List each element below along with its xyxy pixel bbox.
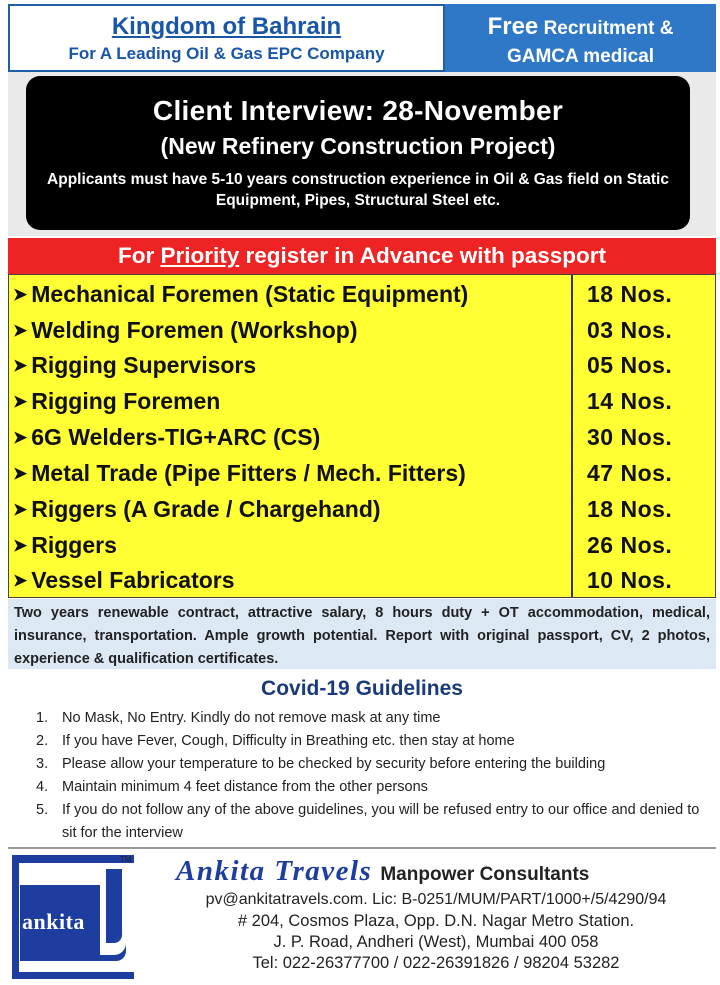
job-count: 30 Nos.	[587, 424, 673, 450]
priority-after: register in Advance with passport	[245, 243, 607, 268]
project-name: (New Refinery Construction Project)	[160, 133, 556, 159]
gamca-line: GAMCA medical	[506, 46, 655, 67]
list-item: 5. If you do not follow any of the above guidelines, you will be refused entry to our office and denied to sit for the interview	[36, 802, 700, 841]
company-name: Ankita Travels	[176, 855, 373, 887]
logo-text: ankita	[22, 909, 85, 934]
arrow-bullet-icon: ➤	[13, 464, 28, 483]
header-title: Kingdom of Bahrain	[111, 13, 342, 40]
logo-bar-inner	[106, 869, 122, 943]
logo-top-bar	[12, 855, 134, 863]
job-count: 10 Nos.	[587, 567, 673, 593]
contact-address-1: # 204, Cosmos Plaza, Opp. D.N. Nagar Metro Station.	[237, 912, 635, 930]
free-rest: Recruitment &	[543, 18, 674, 39]
job-row	[9, 276, 715, 312]
arrow-bullet-icon: ➤	[13, 500, 28, 519]
footer	[8, 847, 716, 983]
company-tag: Manpower Consultants	[380, 864, 590, 885]
job-count: 14 Nos.	[587, 388, 673, 414]
free-recruitment-line	[488, 12, 674, 44]
job-row	[9, 383, 715, 419]
job-row	[9, 527, 715, 563]
job-count: 05 Nos.	[587, 352, 673, 378]
jobs-table	[8, 274, 716, 598]
job-title: ➤ Welding Foremen (Workshop)	[13, 317, 358, 343]
priority-underlined: Priority	[160, 243, 240, 268]
job-title: ➤ Rigging Supervisors	[13, 352, 257, 378]
list-item: 2. If you have Fever, Cough, Difficulty in Breathing etc. then stay at home	[36, 733, 515, 749]
arrow-bullet-icon: ➤	[13, 428, 28, 447]
list-item: 4. Maintain minimum 4 feet distance from the other persons	[36, 779, 428, 795]
interview-box	[26, 76, 690, 230]
job-title: ➤ Riggers	[13, 532, 117, 558]
covid-title: Covid-19 Guidelines	[261, 677, 463, 700]
arrow-bullet-icon: ➤	[13, 536, 28, 555]
job-row	[9, 419, 715, 455]
job-count: 47 Nos.	[587, 460, 673, 486]
covid-section	[8, 669, 716, 845]
job-count: 03 Nos.	[587, 317, 673, 343]
job-count: 18 Nos.	[587, 281, 673, 307]
arrow-bullet-icon: ➤	[13, 285, 28, 304]
ankita-logo	[12, 855, 142, 979]
header-subtitle: For A Leading Oil & Gas EPC Company	[68, 44, 385, 63]
arrow-bullet-icon: ➤	[13, 321, 28, 340]
job-title: ➤ Vessel Fabricators	[13, 567, 235, 593]
header-free-box	[445, 4, 716, 72]
job-count: 18 Nos.	[587, 496, 673, 522]
contact-email-license: pv@ankitatravels.com. Lic: B-0251/MUM/PART/1000+/5/4290/94	[205, 891, 667, 908]
interview-title: Client Interview: 28-November	[152, 95, 564, 126]
job-title: ➤ Riggers (A Grade / Chargehand)	[13, 496, 381, 522]
job-title: ➤ Rigging Foremen	[13, 388, 221, 414]
job-row	[9, 312, 715, 348]
job-row	[9, 347, 715, 383]
logo-trademark: TM	[120, 855, 132, 864]
job-title: ➤ 6G Welders-TIG+ARC (CS)	[13, 424, 321, 450]
requirement-text: Applicants must have 5-10 years construction experience in Oil & Gas field on Static Equipment, Pipes, Structural Steel etc.	[47, 171, 669, 209]
covid-list	[36, 707, 712, 845]
header-location-box	[8, 4, 445, 72]
priority-bar	[8, 238, 716, 274]
job-row	[9, 455, 715, 491]
job-title: ➤ Mechanical Foremen (Static Equipment)	[13, 281, 469, 307]
terms-text: Two years renewable contract, attractive salary, 8 hours duty + OT accommodation, medical, insurance, transportation. Ample growth potential. Report with original passport, CV, 2 photos, experience & qualification certificates.	[8, 599, 716, 669]
job-count: 26 Nos.	[587, 532, 673, 558]
free-word: Free	[487, 13, 539, 40]
job-title: ➤ Metal Trade (Pipe Fitters / Mech. Fitters)	[13, 460, 466, 486]
contact-phone: Tel: 022-26377700 / 022-26391826 / 98204 53282	[252, 954, 620, 972]
list-item: 1. No Mask, No Entry. Kindly do not remove mask at any time	[36, 710, 441, 726]
list-item: 3. Please allow your temperature to be checked by security before entering the building	[36, 756, 606, 772]
arrow-bullet-icon: ➤	[13, 571, 28, 590]
header	[8, 4, 716, 72]
arrow-bullet-icon: ➤	[13, 392, 28, 411]
contact-address-2: J. P. Road, Andheri (West), Mumbai 400 058	[273, 933, 599, 951]
job-row	[9, 491, 715, 527]
company-line	[176, 855, 589, 889]
job-row	[9, 562, 715, 598]
arrow-bullet-icon: ➤	[13, 356, 28, 375]
priority-before: For	[117, 243, 155, 268]
